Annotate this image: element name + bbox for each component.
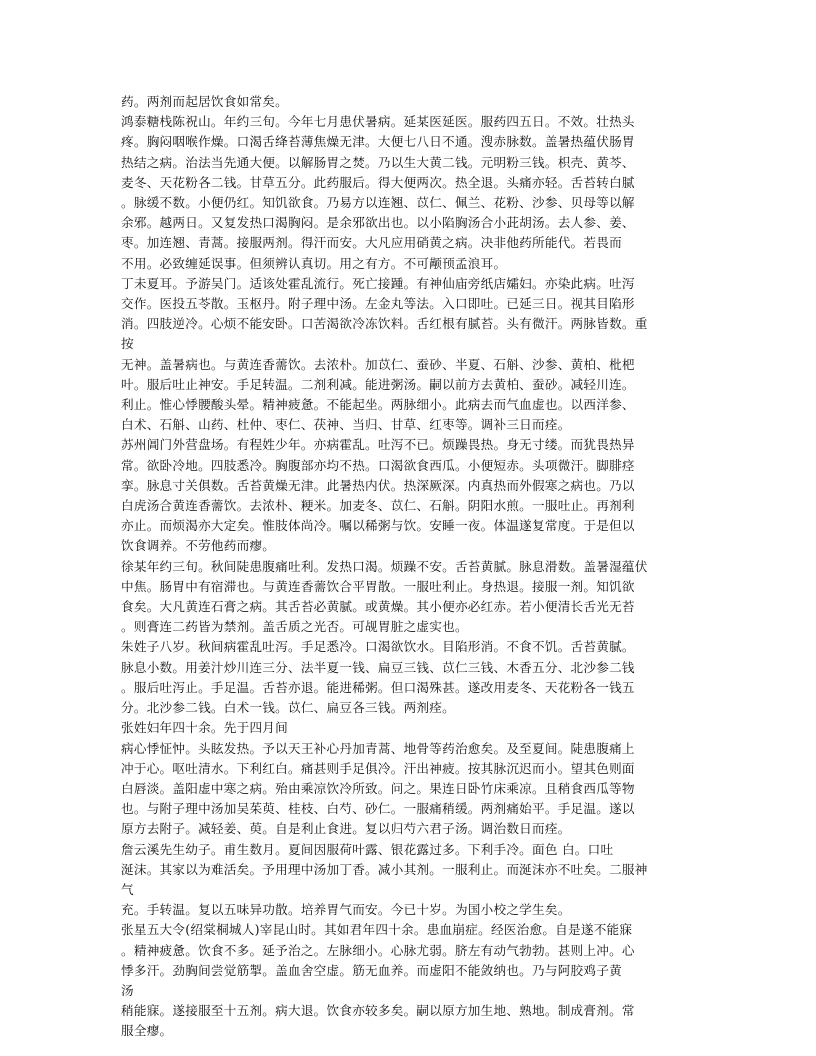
text-line: 。脉缓不数。小便仍红。知饥欲食。乃易方以连翘、苡仁、佩兰、花粉、沙参、贝母等以解 <box>121 195 635 211</box>
text-line: 药。两剂而起居饮食如常矣。 <box>121 94 288 109</box>
text-line: 亦止。而烦渴亦大定矣。惟肢体尚冷。嘱以稀粥与饮。安睡一夜。体温遂复常度。于是但以 <box>121 518 635 534</box>
text-line: 利止。惟心悸腰酸头晕。精神疲惫。不能起坐。两脉细小。此病去而气血虚也。以西洋参、 <box>121 397 635 413</box>
text-line: 张姓妇年四十余。先于四月间 <box>121 720 288 736</box>
text-line: 热结之病。治法当先通大便。以解肠胃之焚。乃以生大黄二钱。元明粉三钱。枳壳、黄芩、 <box>121 154 635 170</box>
text-line: 。精神疲惫。饮食不多。延予治之。左脉细小。心脉尤弱。脐左有动气勃勃。甚则上冲。心 <box>121 942 635 958</box>
text-line: 服全瘳。 <box>121 1023 173 1039</box>
text-line: 詹云溪先生幼子。甫生数月。夏间因服荷叶露、银花露过多。下利手冷。面色 白。口吐 <box>121 841 614 857</box>
text-line: 白术、石斛、山药、杜仲、枣仁、茯神、当归、甘草、红枣等。调补三日而痊。 <box>121 417 571 433</box>
text-line: 病心悸怔忡。头眩发热。予以天王补心丹加青蒿、地骨等药治愈矣。及至夏间。陡患腹痛上 <box>121 740 635 756</box>
text-line: 按 <box>121 336 134 352</box>
text-line: 也。与附子理中汤加吴茱萸、桂枝、白芍、砂仁。一服痛稍缓。两剂痛始平。手足温。遂以 <box>121 801 635 817</box>
text-line: 饮食调养。不劳他药而瘳。 <box>121 538 276 554</box>
text-line: 余邪。越两日。又复发热口渴胸闷。是余邪欲出也。以小陷胸汤合小茈胡汤。去人参、姜、 <box>121 215 635 231</box>
text-line: 中焦。肠胃中有宿滞也。与黄连香薷饮合平胃散。一服吐利止。身热退。接服一剂。知饥欲 <box>121 578 635 594</box>
text-line: 脉息小数。用姜汁炒川连三分、法半夏一钱、扁豆三钱、苡仁三钱、木香五分、北沙参二钱 <box>121 659 635 675</box>
text-line: 汤 <box>121 982 134 998</box>
text-line: 充。手转温。复以五味异功散。培养胃气而安。今已十岁。为国小校之学生矣。 <box>121 902 571 918</box>
text-line: 朱姓子八岁。秋间病霍乱吐泻。手足悉冷。口渴欲饮水。目陷形消。不食不饥。舌苔黄腻。 <box>121 639 635 655</box>
text-line: 冲于心。呕吐清水。下利红白。痛甚则手足俱冷。汗出神疲。按其脉沉迟而小。望其色则面 <box>121 760 635 776</box>
document-page <box>121 92 704 1042</box>
text-line: 鸿泰糖栈陈祝山。年约三旬。今年七月患伏暑病。延某医延医。服药四五日。不效。壮热头 <box>121 114 635 130</box>
text-line: 原方去附子。减轻姜、萸。自是利止食进。复以归芍六君子汤。调治数日而痊。 <box>121 821 571 837</box>
text-line: 。则膏连二药皆为禁剂。盖舌质之光否。可觇胃脏之虚实也。 <box>121 619 468 635</box>
text-line: 交作。医投五苓散。玉枢丹。附子理中汤。左金丸等法。入口即吐。已延三日。视其目陷形 <box>121 296 635 312</box>
text-line: 悸多汗。劲胸间尝觉筋掣。盖血舍空虚。筋无血养。而虚阳不能敛纳也。乃与阿胶鸡子黄 <box>121 962 622 978</box>
text-line: 气 <box>121 881 134 897</box>
text-line: 不用。必致缠延误事。但须辨认真切。用之有方。不可颟顸孟浪耳。 <box>121 255 507 271</box>
text-line: 挛。脉息寸关俱数。舌苔黄燥无津。此暑热内伏。热深厥深。内真热而外假寒之病也。乃以 <box>121 477 635 493</box>
text-line: 常。欲卧冷地。四肢悉冷。胸腹部亦均不热。口渴欲食西瓜。小便短赤。头项微汗。脚腓痉 <box>121 457 635 473</box>
text-line: 。服后吐泻止。手足温。舌苔亦退。能进稀粥。但口渴殊甚。遂改用麦冬、天花粉各一钱五 <box>121 679 635 695</box>
text-line: 苏州阊门外营盘场。有程姓少年。亦病霍乱。吐泻不已。烦躁畏热。身无寸缕。而犹畏热异 <box>121 437 635 453</box>
text-line: 稍能寐。遂接服至十五剂。病大退。饮食亦较多矣。嗣以原方加生地、熟地。制成膏剂。常 <box>121 1003 635 1019</box>
text-line: 徐某年约三旬。秋间陡患腹痛吐利。发热口渴。烦躁不安。舌苔黄腻。脉息滑数。盖暑湿蕴伏 <box>121 558 648 574</box>
text-line: 疼。胸闷咽喉作燥。口渴舌绛苔薄焦燥无津。大便七八日不通。溲赤脉数。盖暑热蕴伏肠胃 <box>121 134 635 150</box>
text-line: 白虎汤合黄连香薷饮。去浓朴、粳米。加麦冬、苡仁、石斛。阴阳水煎。一服吐止。再剂利 <box>121 498 635 514</box>
text-line: 消。四肢逆冷。心烦不能安卧。口苦渴欲冷冻饮料。舌红根有腻苔。头有微汗。两脉皆数。重 <box>121 316 648 332</box>
text-line: 张星五大令(绍棠桐城人)宰昆山时。其如君年四十余。患血崩症。经医治愈。自是遂不能寐 <box>121 922 633 938</box>
text-line: 枣。加连翘、青蒿。接服两剂。得汗而安。大凡应用硝黄之病。决非他药所能代。若畏而 <box>121 235 622 251</box>
text-line: 涎沫。其家以为难活矣。予用理中汤加丁香。减小其剂。一服利止。而涎沫亦不吐矣。二服神 <box>121 861 648 877</box>
text-line: 丁未夏耳。予游吴门。适该处霍乱流行。死亡接踵。有神仙庙旁纸店孀妇。亦染此病。吐泻 <box>121 275 635 291</box>
text-line: 白唇淡。盖阳虚中寒之病。殆由乘凉饮冷所致。问之。果连日卧竹床乘凉。且稍食西瓜等物 <box>121 780 635 796</box>
text-line: 麦冬、天花粉各二钱。甘草五分。此药服后。得大便两次。热全退。头痛亦轻。舌苔转白腻 <box>121 174 635 190</box>
text-line: 无神。盖暑病也。与黄连香薷饮。去浓朴。加苡仁、蚕砂、半夏、石斛、沙参、黄柏、枇杷 <box>121 356 635 372</box>
text-line: 食矣。大凡黄连石膏之病。其舌苔必黄腻。或黄燥。其小便亦必红赤。若小便清长舌光无苔 <box>121 599 635 615</box>
text-line: 叶。服后吐止神安。手足转温。二剂利减。能进粥汤。嗣以前方去黄柏、蚕砂。减轻川连。 <box>121 376 635 392</box>
text-line: 分。北沙参二钱。白术一钱。苡仁、扁豆各三钱。两剂痊。 <box>121 700 455 716</box>
